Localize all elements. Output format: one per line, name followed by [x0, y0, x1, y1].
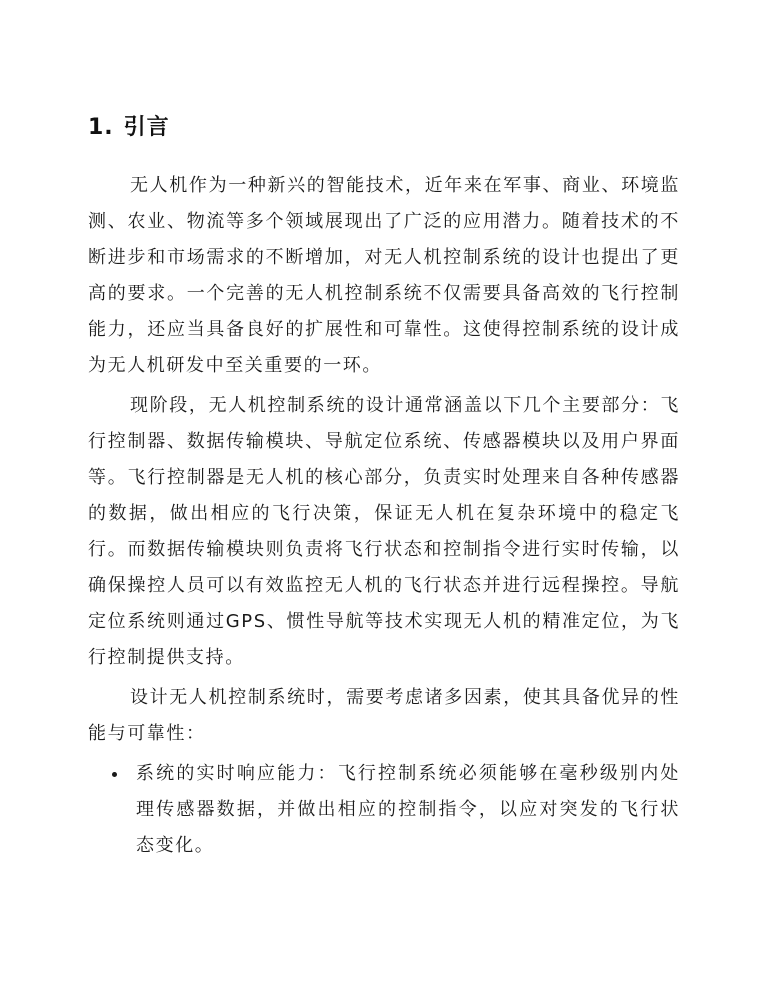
bullet-list	[88, 756, 680, 864]
section-heading	[88, 112, 170, 144]
bullet-dot-icon	[112, 772, 117, 777]
section-number: 1.	[88, 115, 114, 140]
paragraph-components: 现阶段，无人机控制系统的设计通常涵盖以下几个主要部分：飞行控制器、数据传输模块、导航定位系统、传感器模块以及用户界面等。飞行控制器是无人机的核心部分，负责实时处理来自各种传感器的数据，做出相应的飞行决策，保证无人机在复杂环境中的稳定飞行。而数据传输模块则负责将飞行状态和控制指令进行实时传输，以确保操控人员可以有效监控无人机的飞行状态并进行远程操控。导航定位系统则通过GPS、惯性导航等技术实现无人机的精准定位，为飞行控制提供支持。	[88, 395, 680, 668]
section-title: 引言	[123, 115, 170, 140]
list-item	[88, 756, 680, 864]
paragraph-design-factors: 设计无人机控制系统时，需要考虑诸多因素，使其具备优异的性能与可靠性：	[88, 687, 680, 744]
list-item-text: 系统的实时响应能力：飞行控制系统必须能够在毫秒级别内处理传感器数据，并做出相应的控制指令，以应对突发的飞行状态变化。	[136, 763, 680, 856]
paragraph-intro: 无人机作为一种新兴的智能技术，近年来在军事、商业、环境监测、农业、物流等多个领域展现出了广泛的应用潜力。随着技术的不断进步和市场需求的不断增加，对无人机控制系统的设计也提出了更高的要求。一个完善的无人机控制系统不仅需要具备高效的飞行控制能力，还应当具备良好的扩展性和可靠性。这使得控制系统的设计成为无人机研发中至关重要的一环。	[88, 175, 680, 376]
section-body	[88, 168, 680, 864]
